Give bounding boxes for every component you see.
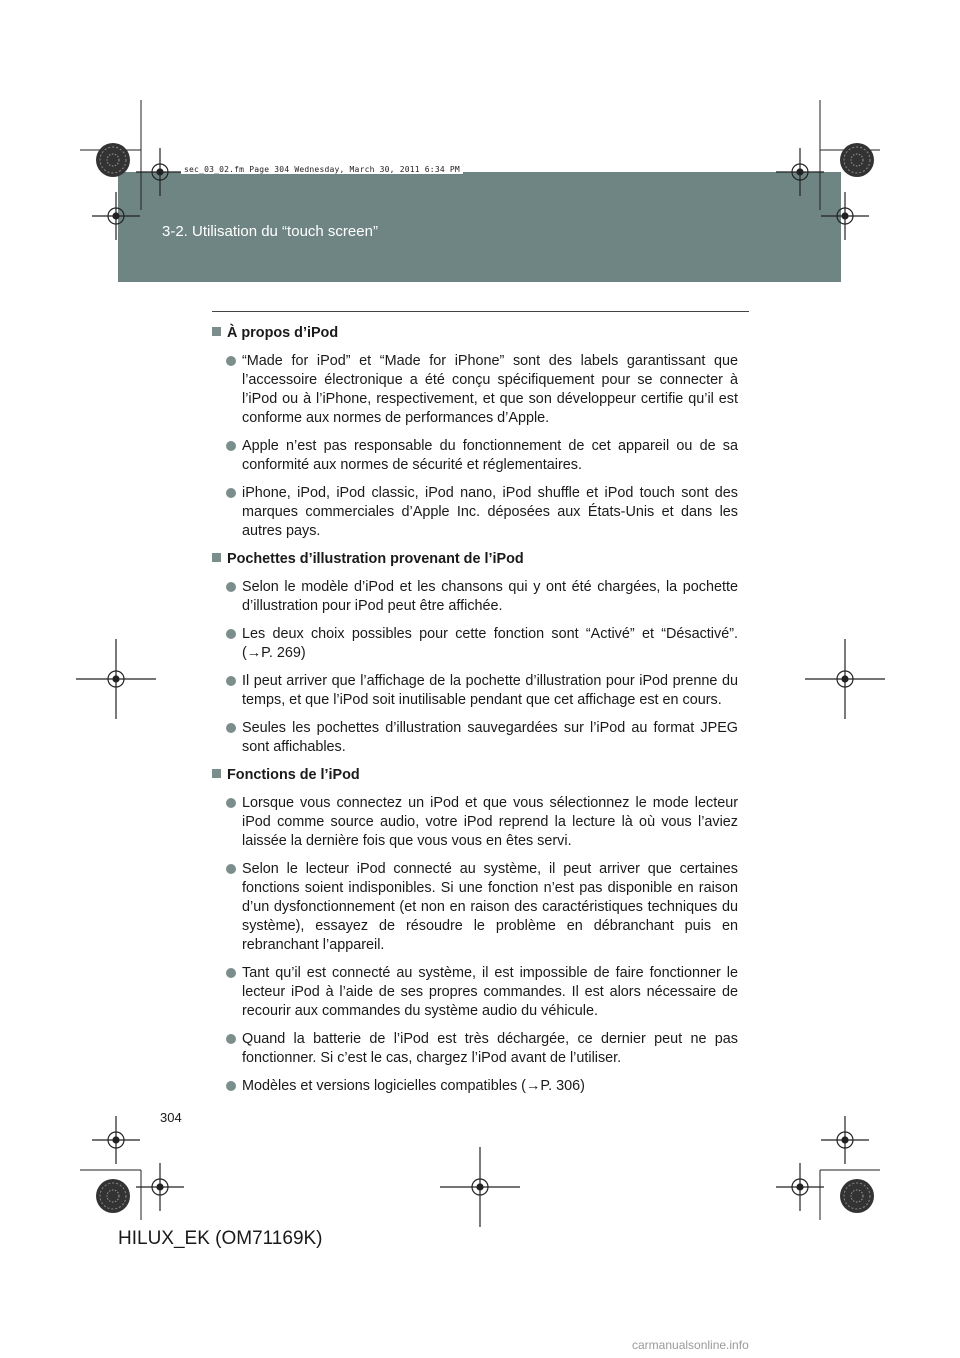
round-bullet-icon: [226, 864, 242, 874]
list-item-text: “Made for iPod” et “Made for iPhone” sont des labels garantissant que l’accessoire électronique a été conçu spécifiquement pour se connecter à l’iPod ou à l’iPhone, respectivement, et que son développeur certifie qu’il est conforme aux normes de performances d’Apple.: [242, 353, 738, 426]
watermark[interactable]: carmanualsonline.info: [632, 1338, 749, 1352]
list-item-text: iPhone, iPod, iPod classic, iPod nano, iPod shuffle et iPod touch sont des marques commerciales d’Apple Inc. déposées aux États-Unis et dans les autres pays.: [242, 485, 738, 539]
list-item: [212, 1077, 738, 1096]
list-item-text: Seules les pochettes d’illustration sauvegardées sur l’iPod au format JPEG sont affichables.: [242, 720, 738, 755]
list-item: [212, 1030, 738, 1068]
section-heading-text: Fonctions de l’iPod: [227, 767, 360, 783]
list-item-text: Tant qu’il est connecté au système, il est impossible de faire fonctionner le lecteur iPod à l’aide de ses propres commandes. Il est alors nécessaire de recourir aux commandes du système audio du véhicule.: [242, 965, 738, 1019]
square-bullet-icon: [212, 327, 221, 336]
model-code: HILUX_EK (OM71169K): [118, 1228, 323, 1249]
round-bullet-icon: [226, 356, 242, 366]
round-bullet-icon: [226, 1034, 242, 1044]
list-item: [212, 625, 738, 663]
list-item: [212, 964, 738, 1021]
round-bullet-icon: [226, 723, 242, 733]
section-heading-text: À propos d’iPod: [227, 325, 339, 341]
list-item: [212, 860, 738, 955]
page-number: 304: [160, 1110, 182, 1125]
square-bullet-icon: [212, 769, 221, 778]
list-item-text: Lorsque vous connectez un iPod et que vous sélectionnez le mode lecteur iPod comme source audio, votre iPod reprend la lecture là où vous l’aviez laissée la dernière fois que vous vous en êtes servi.: [242, 795, 738, 849]
list-item: [212, 794, 738, 851]
round-bullet-icon: [226, 798, 242, 808]
round-bullet-icon: [226, 582, 242, 592]
list-item-text: Apple n’est pas responsable du fonctionnement de cet appareil ou de sa conformité aux normes de sécurité et réglementaires.: [242, 438, 738, 473]
header-rule: [212, 311, 749, 312]
round-bullet-icon: [226, 1081, 242, 1091]
list-item: [212, 672, 738, 710]
round-bullet-icon: [226, 488, 242, 498]
list-item: [212, 437, 738, 475]
list-item-text: Selon le modèle d’iPod et les chansons qui y ont été chargées, la pochette d’illustration pour iPod peut être affichée.: [242, 579, 738, 614]
list-item-text: Quand la batterie de l’iPod est très déchargée, ce dernier peut ne pas fonctionner. Si c’est le cas, chargez l’iPod avant de l’utiliser.: [242, 1031, 738, 1066]
list-item: [212, 578, 738, 616]
list-item: [212, 352, 738, 428]
list-item-text: Les deux choix possibles pour cette fonction sont “Activé” et “Désactivé”. (→P. 269): [242, 626, 738, 661]
section-heading: [212, 324, 738, 343]
list-item-text: Modèles et versions logicielles compatibles (→P. 306): [242, 1078, 585, 1094]
list-item-text: Selon le lecteur iPod connecté au système, il peut arriver que certaines fonctions soient indisponibles. Si une fonction n’est pas disponible en raison d’un dysfonctionnement (et non en raison des caractéristiques techniques du système), essayez de résoudre le problème en débranchant puis en rebranchant l’appareil.: [242, 861, 738, 953]
file-stamp: sec_03_02.fm Page 304 Wednesday, March 30, 2011 6:34 PM: [181, 165, 463, 174]
section-heading-text: Pochettes d’illustration provenant de l’iPod: [227, 551, 524, 567]
list-item: [212, 484, 738, 541]
round-bullet-icon: [226, 629, 242, 639]
content: [212, 324, 738, 1105]
section-title: 3-2. Utilisation du “touch screen”: [162, 223, 378, 240]
round-bullet-icon: [226, 441, 242, 451]
list-item: [212, 719, 738, 757]
round-bullet-icon: [226, 676, 242, 686]
section-heading: [212, 766, 738, 785]
list-item-text: Il peut arriver que l’affichage de la pochette d’illustration pour iPod prenne du temps, et que l’iPod soit inutilisable pendant que cet affichage est en cours.: [242, 673, 738, 708]
square-bullet-icon: [212, 553, 221, 562]
round-bullet-icon: [226, 968, 242, 978]
section-heading: [212, 550, 738, 569]
